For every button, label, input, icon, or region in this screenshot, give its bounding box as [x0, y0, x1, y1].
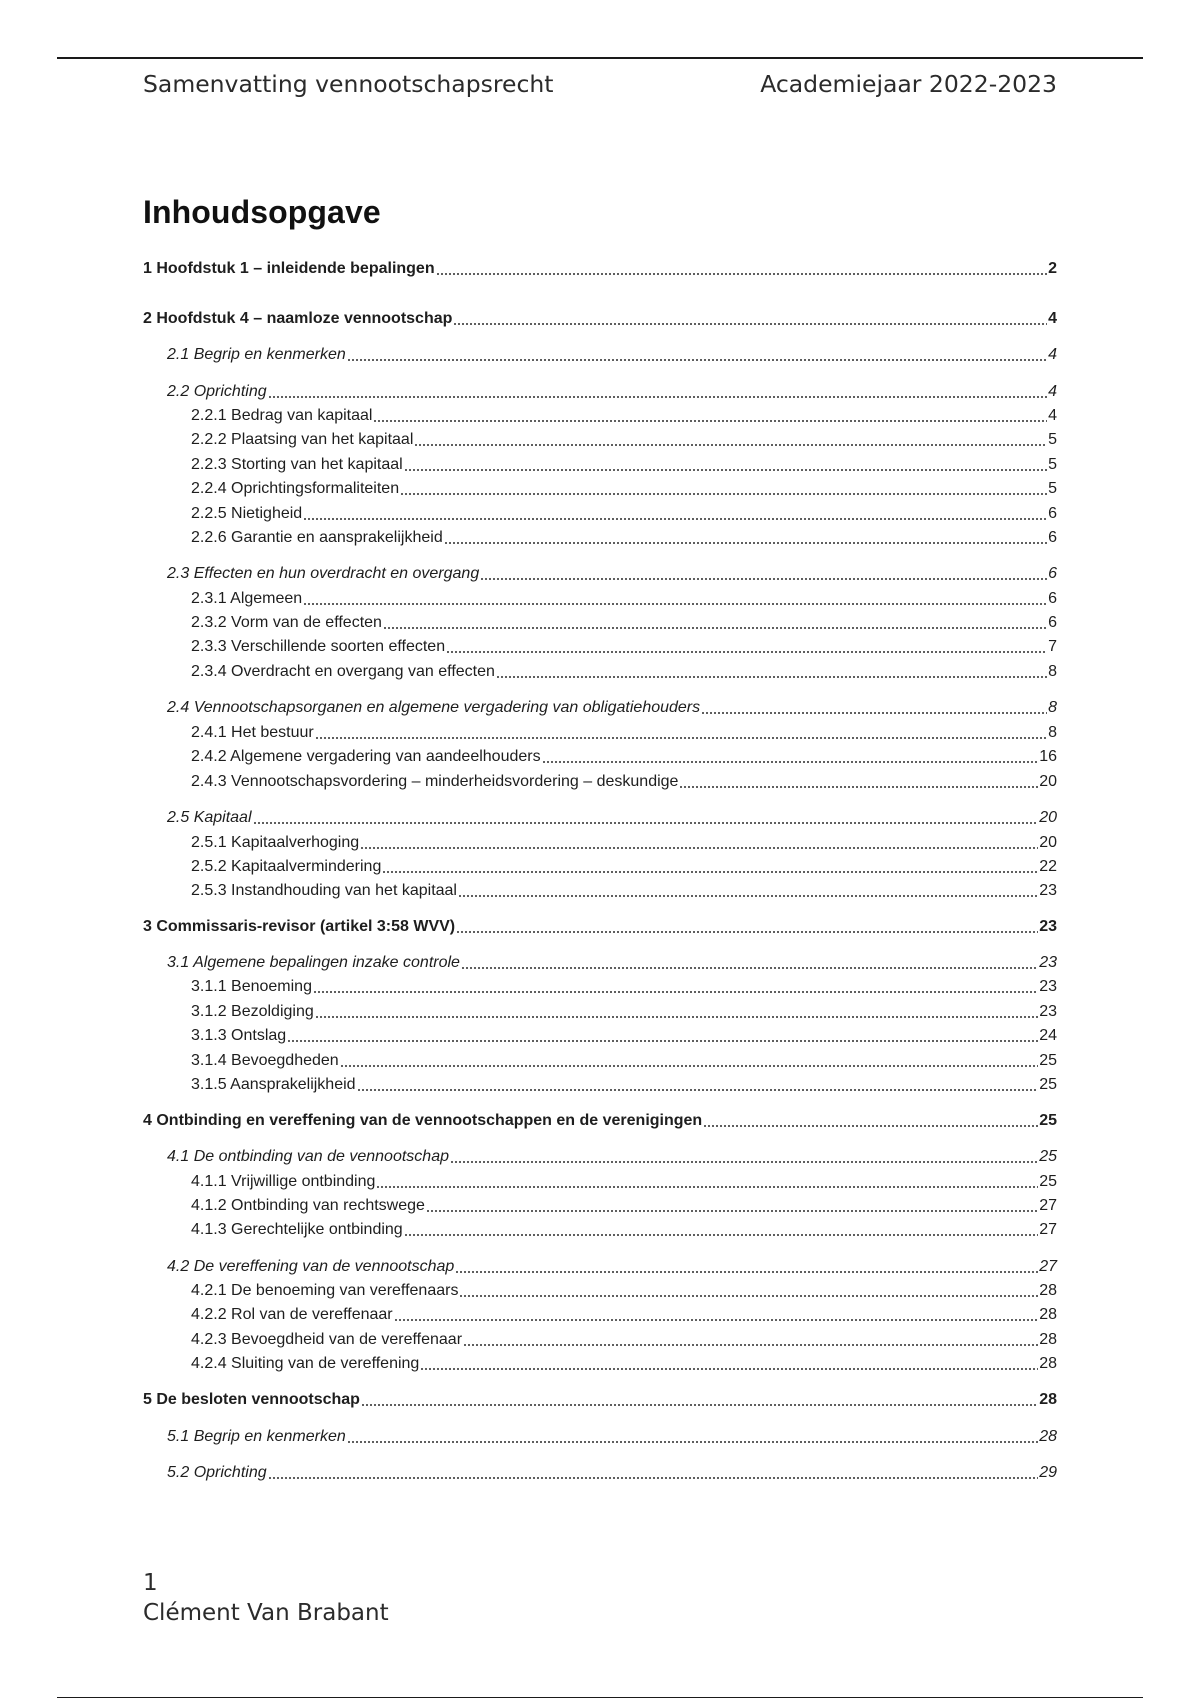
toc-entry-page: 23 — [1039, 918, 1057, 935]
toc-entry-level-3[interactable] — [191, 1050, 1057, 1072]
toc-entry-page: 8 — [1048, 699, 1057, 716]
toc-entry-level-3[interactable] — [191, 832, 1057, 854]
toc-entry-level-3[interactable] — [191, 612, 1057, 634]
toc-entry-page: 25 — [1039, 1076, 1057, 1093]
header-academic-year: Academiejaar 2022-2023 — [760, 70, 1057, 98]
toc-dot-leader — [456, 929, 1038, 934]
toc-dot-leader — [347, 1439, 1038, 1444]
toc-entry-page: 28 — [1039, 1391, 1057, 1408]
toc-entry-page: 8 — [1048, 724, 1057, 741]
toc-entry-page: 6 — [1048, 590, 1057, 607]
toc-entry-text: 2.3.1 Algemeen — [191, 590, 303, 607]
toc-dot-leader — [315, 735, 1047, 740]
toc-entry-text: 2.2.3 Storting van het kapitaal — [191, 456, 403, 473]
toc-entry-level-3[interactable] — [191, 771, 1057, 793]
toc-entry-level-3[interactable] — [191, 588, 1057, 610]
toc-entry-text: 4.2.1 De benoeming van vereffenaars — [191, 1282, 459, 1299]
toc-entry-page: 20 — [1039, 834, 1057, 851]
toc-entry-level-2[interactable] — [167, 344, 1057, 366]
toc-entry-text: 2.3.3 Verschillende soorten effecten — [191, 638, 446, 655]
toc-dot-leader — [414, 442, 1047, 447]
toc-entry-level-1[interactable] — [143, 308, 1057, 330]
toc-entry-text: 4.2.3 Bevoegdheid van de vereffenaar — [191, 1331, 463, 1348]
toc-entry-text: 4.2.4 Sluiting van de vereffening — [191, 1355, 420, 1372]
toc-entry-text: 2.1 Begrip en kenmerken — [167, 346, 346, 363]
toc-entry-text: 2.2 Oprichting — [167, 383, 267, 400]
toc-dot-leader — [383, 625, 1047, 630]
toc-entry-text: 2.3 Effecten en hun overdracht en overgang — [167, 565, 480, 582]
toc-entry-text: 3.1.1 Benoeming — [191, 978, 312, 995]
toc-entry-text: 2.4 Vennootschapsorganen en algemene vergadering van obligatiehouders — [167, 699, 701, 716]
toc-entry-page: 6 — [1048, 565, 1057, 582]
toc-entry-text: 3.1.4 Bevoegdheden — [191, 1052, 339, 1069]
toc-dot-leader — [679, 784, 1038, 789]
toc-dot-leader — [303, 516, 1047, 521]
toc-entry-text: 2.2.1 Bedrag van kapitaal — [191, 407, 373, 424]
toc-entry-text: 3.1.5 Aansprakelijkheid — [191, 1076, 356, 1093]
toc-entry-level-2[interactable] — [167, 697, 1057, 719]
toc-dot-leader — [463, 1342, 1038, 1347]
toc-entry-level-3[interactable] — [191, 661, 1057, 683]
toc-entry-level-2[interactable] — [167, 952, 1057, 974]
toc-entry-level-3[interactable] — [191, 722, 1057, 744]
toc-dot-leader — [400, 491, 1047, 496]
toc-entry-text: 5.1 Begrip en kenmerken — [167, 1428, 346, 1445]
toc-entry-level-2[interactable] — [167, 1146, 1057, 1168]
toc-dot-leader — [360, 845, 1038, 850]
toc-entry-page: 25 — [1039, 1052, 1057, 1069]
toc-entry-page: 8 — [1048, 663, 1057, 680]
toc-entry-text: 1 Hoofdstuk 1 – inleidende bepalingen — [143, 260, 435, 277]
toc-entry-level-2[interactable] — [167, 807, 1057, 829]
toc-dot-leader — [455, 1269, 1038, 1274]
toc-entry-page: 5 — [1048, 456, 1057, 473]
toc-entry-level-3[interactable] — [191, 1329, 1057, 1351]
toc-entry-page: 16 — [1039, 748, 1057, 765]
toc-entry-text: 4.2 De vereffening van de vennootschap — [167, 1258, 455, 1275]
toc-entry-page: 27 — [1039, 1197, 1057, 1214]
header-document-title: Samenvatting vennootschapsrecht — [143, 70, 554, 98]
toc-entry-text: 2.2.5 Nietigheid — [191, 505, 303, 522]
toc-entry-page: 28 — [1039, 1306, 1057, 1323]
toc-dot-leader — [420, 1366, 1038, 1371]
toc-entry-level-2[interactable] — [167, 1462, 1057, 1484]
toc-entry-page: 27 — [1039, 1221, 1057, 1238]
toc-entry-level-1[interactable] — [143, 258, 1057, 280]
toc-dot-leader — [542, 759, 1039, 764]
toc-entry-level-3[interactable] — [191, 1280, 1057, 1302]
toc-entry-level-3[interactable] — [191, 1195, 1057, 1217]
toc-dot-leader — [340, 1063, 1039, 1068]
toc-dot-leader — [287, 1038, 1038, 1043]
toc-entry-text: 2.3.2 Vorm van de effecten — [191, 614, 382, 631]
footer-author: Clément Van Brabant — [143, 1600, 389, 1626]
toc-entry-text: 2.2.2 Plaatsing van het kapitaal — [191, 431, 414, 448]
toc-entry-text: 4.2.2 Rol van de vereffenaar — [191, 1306, 393, 1323]
toc-entry-page: 4 — [1048, 383, 1057, 400]
toc-entry-page: 7 — [1048, 638, 1057, 655]
toc-entry-text: 2 Hoofdstuk 4 – naamloze vennootschap — [143, 310, 453, 327]
toc-dot-leader — [496, 674, 1047, 679]
toc-entry-page: 25 — [1039, 1173, 1057, 1190]
toc-entry-level-3[interactable] — [191, 454, 1057, 476]
toc-entry-text: 2.5 Kapitaal — [167, 809, 252, 826]
toc-entry-level-3[interactable] — [191, 405, 1057, 427]
toc-entry-level-3[interactable] — [191, 1074, 1057, 1096]
toc-dot-leader — [382, 869, 1038, 874]
toc-entry-page: 28 — [1039, 1355, 1057, 1372]
toc-dot-leader — [404, 467, 1047, 472]
toc-entry-page: 23 — [1039, 978, 1057, 995]
toc-dot-leader — [453, 321, 1047, 326]
toc-entry-level-3[interactable] — [191, 856, 1057, 878]
toc-entry-level-3[interactable] — [191, 746, 1057, 768]
toc-entry-level-3[interactable] — [191, 1001, 1057, 1023]
toc-dot-leader — [701, 710, 1047, 715]
toc-entry-level-3[interactable] — [191, 478, 1057, 500]
toc-dot-leader — [347, 357, 1047, 362]
toc-entry-text: 3.1 Algemene bepalingen inzake controle — [167, 954, 460, 971]
toc-entry-level-1[interactable] — [143, 916, 1057, 938]
toc-dot-leader — [446, 649, 1047, 654]
toc-entry-level-2[interactable] — [167, 1256, 1057, 1278]
toc-entry-level-3[interactable] — [191, 1219, 1057, 1241]
toc-dot-leader — [376, 1184, 1038, 1189]
toc-entry-page: 20 — [1039, 809, 1057, 826]
toc-entry-page: 27 — [1039, 1258, 1057, 1275]
toc-entry-level-3[interactable] — [191, 1025, 1057, 1047]
toc-entry-level-1[interactable] — [143, 1110, 1057, 1132]
toc-title: Inhoudsopgave — [143, 194, 381, 230]
toc-entry-page: 5 — [1048, 480, 1057, 497]
toc-entry-level-3[interactable] — [191, 1171, 1057, 1193]
toc-entry-text: 2.4.2 Algemene vergadering van aandeelhouders — [191, 748, 541, 765]
toc-dot-leader — [461, 965, 1038, 970]
toc-entry-page: 28 — [1039, 1282, 1057, 1299]
toc-entry-page: 6 — [1048, 614, 1057, 631]
toc-entry-text: 4.1.1 Vrijwillige ontbinding — [191, 1173, 376, 1190]
toc-dot-leader — [404, 1232, 1039, 1237]
toc-entry-page: 28 — [1039, 1428, 1057, 1445]
toc-entry-text: 2.5.2 Kapitaalvermindering — [191, 858, 382, 875]
toc-entry-text: 4 Ontbinding en vereffening van de vennootschappen en de verenigingen — [143, 1112, 703, 1129]
toc-entry-level-3[interactable] — [191, 880, 1057, 902]
toc-entry-page: 29 — [1039, 1464, 1057, 1481]
toc-entry-page: 23 — [1039, 882, 1057, 899]
toc-entry-level-3[interactable] — [191, 1353, 1057, 1375]
toc-entry-text: 4.1.2 Ontbinding van rechtswege — [191, 1197, 425, 1214]
toc-dot-leader — [315, 1014, 1038, 1019]
toc-entry-level-3[interactable] — [191, 1304, 1057, 1326]
toc-entry-page: 20 — [1039, 773, 1057, 790]
toc-dot-leader — [357, 1087, 1039, 1092]
toc-dot-leader — [436, 271, 1047, 276]
toc-entry-page: 23 — [1039, 954, 1057, 971]
toc-entry-level-3[interactable] — [191, 636, 1057, 658]
toc-entry-level-3[interactable] — [191, 503, 1057, 525]
toc-dot-leader — [313, 989, 1038, 994]
toc-entry-text: 3.1.2 Bezoldiging — [191, 1003, 314, 1020]
toc-entry-page: 6 — [1048, 505, 1057, 522]
toc-dot-leader — [361, 1402, 1038, 1407]
toc-dot-leader — [458, 893, 1038, 898]
toc-entry-page: 25 — [1039, 1112, 1057, 1129]
page-number: 1 — [143, 1570, 158, 1596]
toc-dot-leader — [480, 576, 1047, 581]
toc-entry-text: 4.1.3 Gerechtelijke ontbinding — [191, 1221, 403, 1238]
toc-entry-level-3[interactable] — [191, 527, 1057, 549]
toc-entry-page: 5 — [1048, 431, 1057, 448]
toc-dot-leader — [268, 1475, 1039, 1480]
toc-dot-leader — [426, 1208, 1038, 1213]
toc-entry-text: 2.5.3 Instandhouding van het kapitaal — [191, 882, 457, 899]
toc-dot-leader — [394, 1317, 1039, 1322]
toc-entry-text: 3 Commissaris-revisor (artikel 3:58 WVV) — [143, 918, 456, 935]
toc-entry-page: 4 — [1048, 346, 1057, 363]
toc-entry-level-1[interactable] — [143, 1389, 1057, 1411]
toc-dot-leader — [459, 1293, 1038, 1298]
toc-entry-page: 25 — [1039, 1148, 1057, 1165]
toc-entry-text: 4.1 De ontbinding van de vennootschap — [167, 1148, 449, 1165]
toc-dot-leader — [268, 394, 1047, 399]
toc-dot-leader — [253, 820, 1039, 825]
toc-entry-text: 2.4.3 Vennootschapsvordering – minderheidsvordering – deskundige — [191, 773, 679, 790]
toc-entry-page: 6 — [1048, 529, 1057, 546]
toc-entry-text: 5 De besloten vennootschap — [143, 1391, 360, 1408]
toc-entry-text: 2.3.4 Overdracht en overgang van effecten — [191, 663, 495, 680]
toc-entry-text: 5.2 Oprichting — [167, 1464, 267, 1481]
toc-entry-level-2[interactable] — [167, 381, 1057, 403]
toc-entry-text: 2.5.1 Kapitaalverhoging — [191, 834, 360, 851]
footer-rule — [57, 1697, 1143, 1698]
toc-entry-page: 4 — [1048, 310, 1057, 327]
toc-entry-page: 23 — [1039, 1003, 1057, 1020]
toc-entry-text: 3.1.3 Ontslag — [191, 1027, 287, 1044]
toc-entry-level-3[interactable] — [191, 976, 1057, 998]
toc-dot-leader — [303, 601, 1047, 606]
toc-entry-page: 2 — [1048, 260, 1057, 277]
toc-entry-text: 2.2.6 Garantie en aansprakelijkheid — [191, 529, 443, 546]
toc-entry-page: 4 — [1048, 407, 1057, 424]
toc-dot-leader — [444, 540, 1047, 545]
toc-entry-level-2[interactable] — [167, 563, 1057, 585]
toc-entry-level-2[interactable] — [167, 1426, 1057, 1448]
toc-dot-leader — [373, 418, 1047, 423]
toc-entry-page: 28 — [1039, 1331, 1057, 1348]
toc-dot-leader — [450, 1159, 1038, 1164]
toc-entry-text: 2.4.1 Het bestuur — [191, 724, 314, 741]
toc-entry-text: 2.2.4 Oprichtingsformaliteiten — [191, 480, 400, 497]
toc-entry-level-3[interactable] — [191, 429, 1057, 451]
toc-dot-leader — [703, 1123, 1038, 1128]
toc-entry-page: 24 — [1039, 1027, 1057, 1044]
toc-entry-page: 22 — [1039, 858, 1057, 875]
